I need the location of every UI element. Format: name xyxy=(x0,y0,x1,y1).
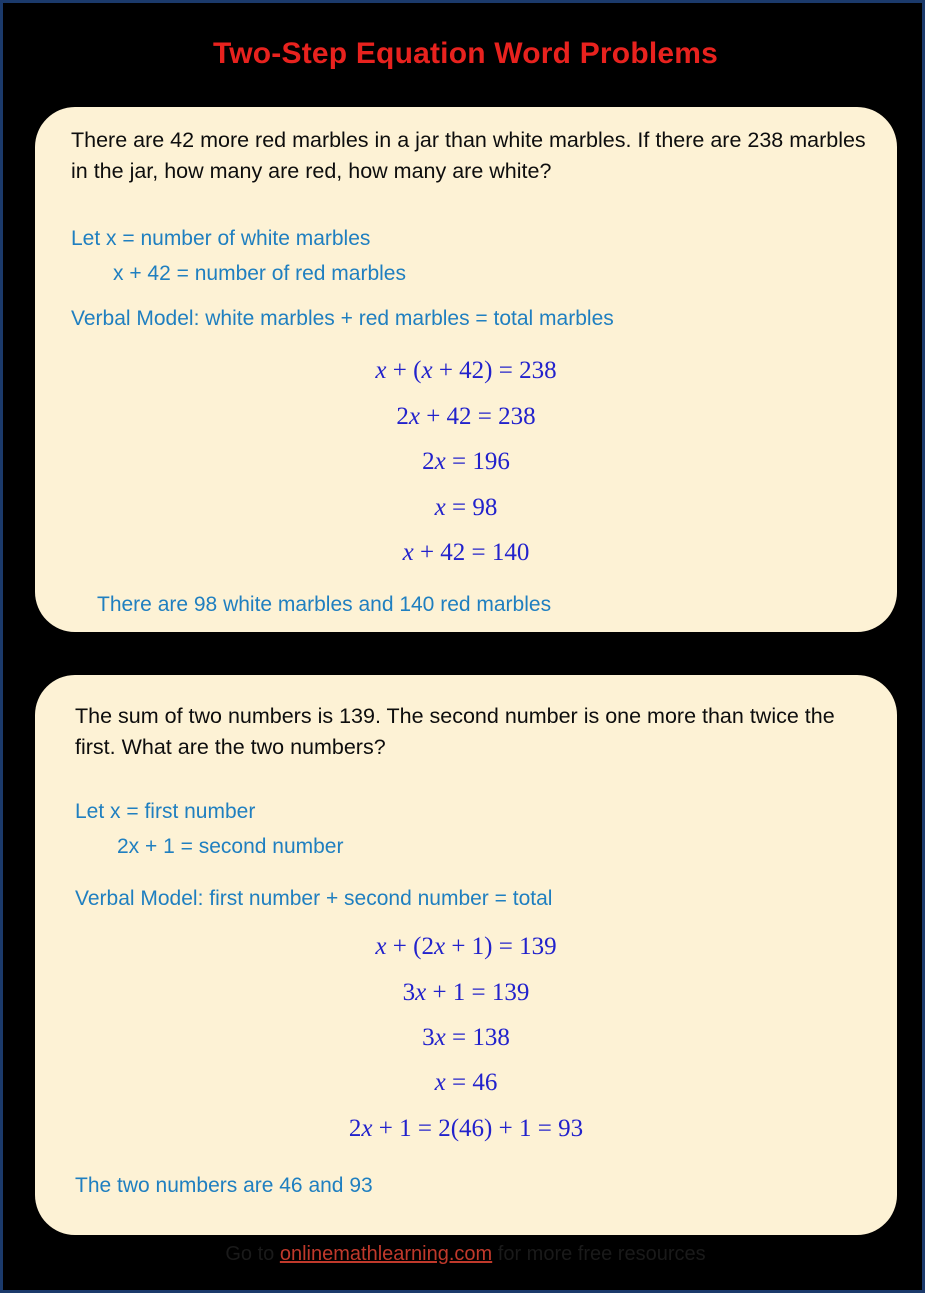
equation-step-4: x = 98 xyxy=(434,494,498,521)
answer-statement: The two numbers are 46 and 93 xyxy=(75,1174,373,1197)
answer-statement: There are 98 white marbles and 140 red marbles xyxy=(97,593,552,616)
problem-statement: The sum of two numbers is 139. The second number is one more than twice the first. What are the two numbers? xyxy=(75,704,835,759)
problem-statement: There are 42 more red marbles in a jar than white marbles. If there are 238 marbles in the jar, how many are red, how many are white? xyxy=(71,128,866,183)
website-link[interactable]: onlinemathlearning.com xyxy=(279,1243,493,1265)
equation-step-2: 2x + 42 = 238 xyxy=(396,403,536,430)
equation-step-3: 2x = 196 xyxy=(422,448,510,475)
verbal-model: Verbal Model: white marbles + red marbles = total marbles xyxy=(71,307,614,330)
equation-step-5: x + 42 = 140 xyxy=(402,539,530,566)
footer-prefix: Go to xyxy=(225,1243,280,1265)
footer xyxy=(3,1243,925,1266)
equation-step-5: 2x + 1 = 2(46) + 1 = 93 xyxy=(348,1115,584,1142)
equation-step-4: x = 46 xyxy=(434,1069,498,1096)
let-line-1: Let x = number of white marbles xyxy=(71,227,371,250)
equation-step-2: 3x + 1 = 139 xyxy=(402,979,530,1006)
let-line-2: 2x + 1 = second number xyxy=(117,835,344,858)
equation-step-3: 3x = 138 xyxy=(422,1024,510,1051)
page-title: Two-Step Equation Word Problems xyxy=(212,37,719,70)
problem-card-2 xyxy=(35,675,897,1235)
footer-suffix: for more free resources xyxy=(492,1243,706,1265)
let-line-2: x + 42 = number of red marbles xyxy=(113,262,406,285)
problem-card-1 xyxy=(35,107,897,632)
verbal-model: Verbal Model: first number + second number = total xyxy=(75,887,553,910)
equation-step-1: x + (2x + 1) = 139 xyxy=(375,933,557,960)
equation-step-1: x + (x + 42) = 238 xyxy=(375,357,557,384)
let-line-1: Let x = first number xyxy=(75,800,256,823)
